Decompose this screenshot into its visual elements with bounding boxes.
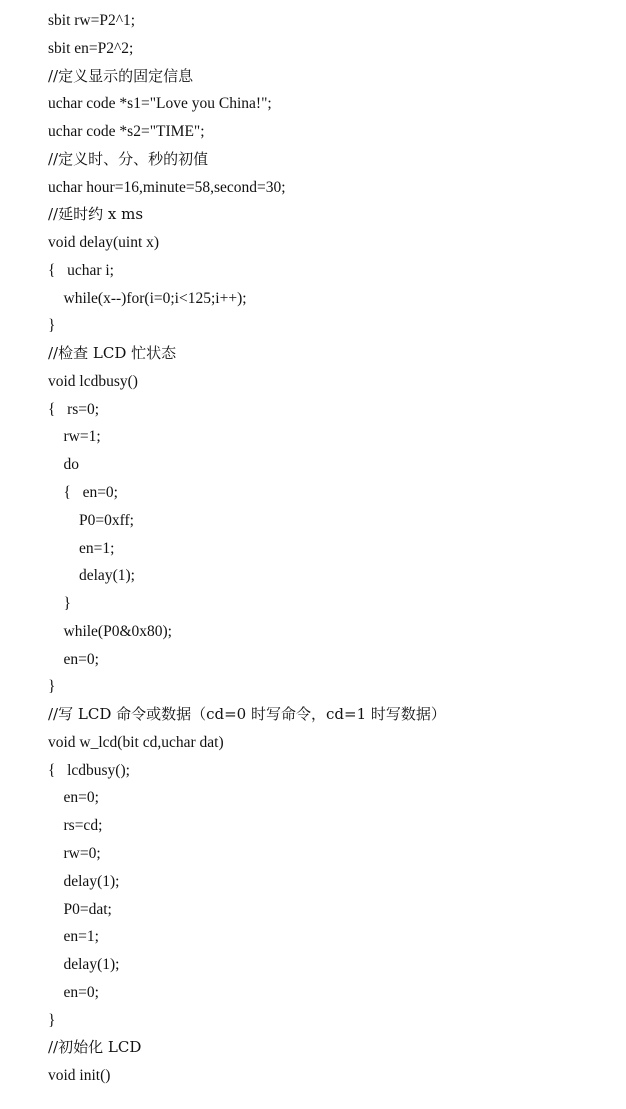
code-line: { lcdbusy(); [48,761,130,779]
code-line: void w_lcd(bit cd,uchar dat) [48,733,224,751]
code-line: uchar code *s1="Love you China!"; [48,95,272,113]
code-line: do [48,456,79,474]
code-line: en=0; [48,983,99,1001]
code-line: sbit en=P2^2; [48,39,134,57]
code-listing [48,7,616,1090]
code-line: en=1; [48,928,99,946]
code-line: en=0; [48,789,99,807]
code-line: while(P0&0x80); [48,622,172,640]
code-line: sbit rw=P2^1; [48,12,136,29]
code-line: { uchar i; [48,261,114,279]
code-line: en=1; [48,539,115,557]
comment-line: //写 LCD 命令或数据（cd=0 时写命令，cd=1 时写数据） [48,705,446,724]
code-line: } [48,678,56,696]
code-line: uchar code *s2="TIME"; [48,123,205,141]
comment-line: //定义时、分、秒的初值 [48,149,209,168]
code-line: P0=dat; [48,900,112,918]
comment-line: //延时约 x ms [48,205,144,224]
code-line: void init() [48,1067,111,1085]
code-line: { rs=0; [48,400,100,418]
code-line: } [48,1011,56,1029]
code-line: } [48,317,56,335]
code-line: en=0; [48,650,99,668]
code-line: rw=1; [48,428,101,446]
comment-line: //定义显示的固定信息 [48,66,194,85]
code-line: delay(1); [48,956,120,974]
comment-line: //检查 LCD 忙状态 [48,344,177,363]
code-line: delay(1); [48,872,120,890]
code-line: P0=0xff; [48,511,134,529]
code-line: uchar hour=16,minute=58,second=30; [48,178,286,196]
code-line: } [48,595,71,613]
code-line: { en=0; [48,484,118,502]
code-line: void lcdbusy() [48,372,138,390]
code-line: void delay(uint x) [48,234,160,252]
code-line: delay(1); [48,567,135,585]
code-line: rw=0; [48,844,101,862]
code-line: while(x--)for(i=0;i<125;i++); [48,289,247,307]
code-line: rs=cd; [48,817,103,835]
comment-line: //初始化 LCD [48,1038,142,1057]
